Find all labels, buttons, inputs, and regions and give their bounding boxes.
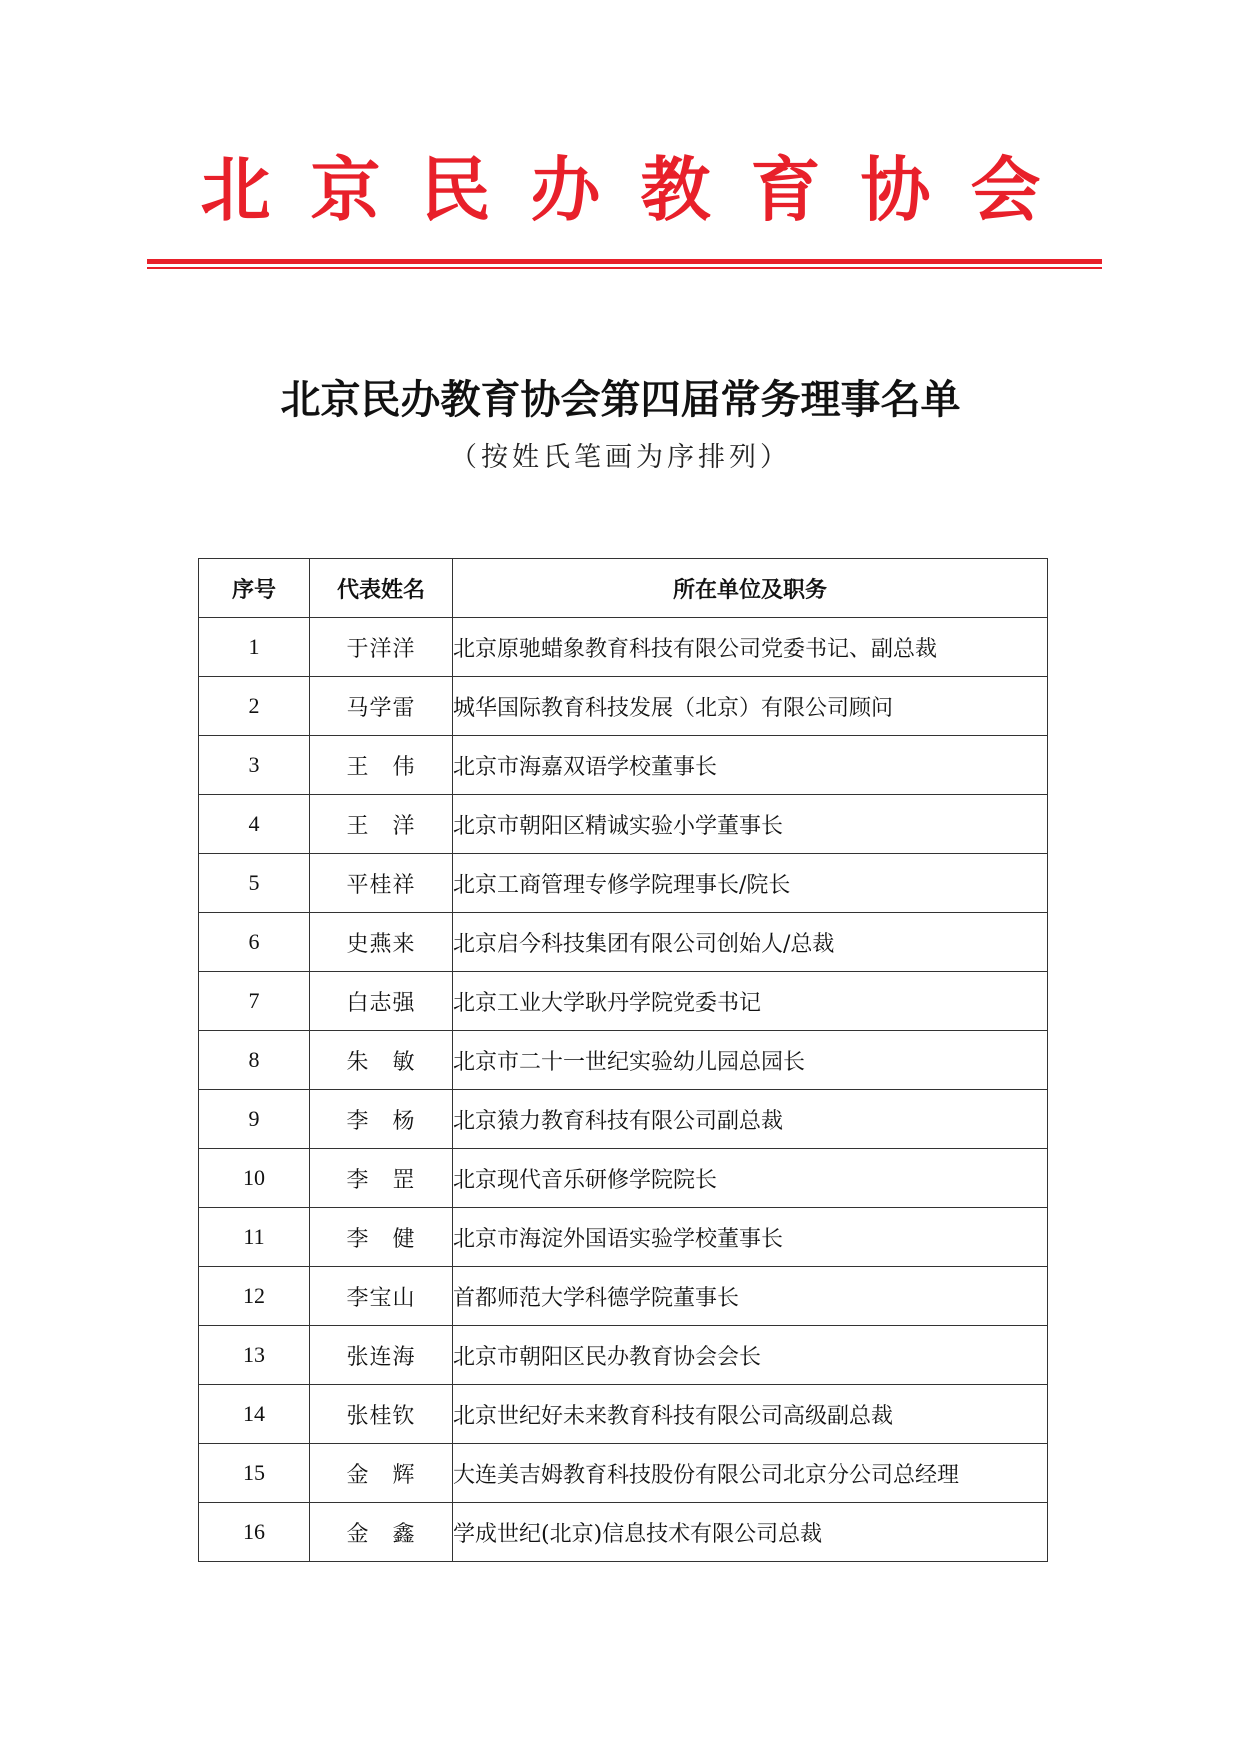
row-seq: 5 [199, 854, 310, 913]
row-org: 学成世纪(北京)信息技术有限公司总裁 [453, 1503, 1048, 1562]
row-org: 北京市二十一世纪实验幼儿园总园长 [453, 1031, 1048, 1090]
table-row [199, 1503, 1048, 1562]
row-seq: 10 [199, 1149, 310, 1208]
table-row [199, 1267, 1048, 1326]
row-org: 北京市海嘉双语学校董事长 [453, 736, 1048, 795]
row-seq: 3 [199, 736, 310, 795]
row-seq: 13 [199, 1326, 310, 1385]
row-org: 北京原驰蜡象教育科技有限公司党委书记、副总裁 [453, 618, 1048, 677]
letterhead-org-name: 北京民办教育协会 [200, 149, 1081, 231]
row-name: 金 辉 [310, 1444, 453, 1503]
document-title: 北京民办教育协会第四届常务理事名单 [280, 376, 961, 423]
row-name: 于洋洋 [310, 618, 453, 677]
row-name: 李宝山 [310, 1267, 453, 1326]
row-org: 首都师范大学科德学院董事长 [453, 1267, 1048, 1326]
header-seq: 序号 [199, 559, 310, 618]
row-name: 马学雷 [310, 677, 453, 736]
row-seq: 11 [199, 1208, 310, 1267]
row-name: 李 罡 [310, 1149, 453, 1208]
table-row [199, 854, 1048, 913]
table-row [199, 1208, 1048, 1267]
row-name: 李 杨 [310, 1090, 453, 1149]
row-org: 北京猿力教育科技有限公司副总裁 [453, 1090, 1048, 1149]
table-row [199, 1326, 1048, 1385]
table-row [199, 795, 1048, 854]
table-row [199, 1385, 1048, 1444]
row-org: 北京市朝阳区民办教育协会会长 [453, 1326, 1048, 1385]
row-org: 北京现代音乐研修学院院长 [453, 1149, 1048, 1208]
row-seq: 9 [199, 1090, 310, 1149]
table-row [199, 1149, 1048, 1208]
row-seq: 16 [199, 1503, 310, 1562]
row-name: 张连海 [310, 1326, 453, 1385]
row-seq: 14 [199, 1385, 310, 1444]
row-seq: 8 [199, 1031, 310, 1090]
row-name: 史燕来 [310, 913, 453, 972]
header-name: 代表姓名 [310, 559, 453, 618]
row-seq: 1 [199, 618, 310, 677]
letterhead-rule-thin [147, 267, 1102, 269]
row-name: 朱 敏 [310, 1031, 453, 1090]
table-row [199, 913, 1048, 972]
row-name: 白志强 [310, 972, 453, 1031]
table-row [199, 1444, 1048, 1503]
row-name: 李 健 [310, 1208, 453, 1267]
roster-table [198, 558, 1048, 1562]
table-row [199, 1031, 1048, 1090]
table-row [199, 972, 1048, 1031]
table-row [199, 1090, 1048, 1149]
table-row [199, 736, 1048, 795]
row-name: 平桂祥 [310, 854, 453, 913]
row-org: 大连美吉姆教育科技股份有限公司北京分公司总经理 [453, 1444, 1048, 1503]
row-name: 张桂钦 [310, 1385, 453, 1444]
row-name: 王 伟 [310, 736, 453, 795]
letterhead-rule-thick [147, 259, 1102, 264]
row-seq: 15 [199, 1444, 310, 1503]
table-header-row [199, 559, 1048, 618]
row-org: 北京工业大学耿丹学院党委书记 [453, 972, 1048, 1031]
row-seq: 12 [199, 1267, 310, 1326]
table-row [199, 677, 1048, 736]
row-org: 北京市海淀外国语实验学校董事长 [453, 1208, 1048, 1267]
header-org: 所在单位及职务 [453, 559, 1048, 618]
row-seq: 4 [199, 795, 310, 854]
row-org: 北京市朝阳区精诚实验小学董事长 [453, 795, 1048, 854]
table-row [199, 618, 1048, 677]
row-org: 北京世纪好未来教育科技有限公司高级副总裁 [453, 1385, 1048, 1444]
row-seq: 2 [199, 677, 310, 736]
document-subtitle: （按姓氏笔画为序排列） [450, 442, 791, 473]
row-org: 北京工商管理专修学院理事长/院长 [453, 854, 1048, 913]
row-seq: 7 [199, 972, 310, 1031]
row-name: 王 洋 [310, 795, 453, 854]
row-org: 北京启今科技集团有限公司创始人/总裁 [453, 913, 1048, 972]
row-seq: 6 [199, 913, 310, 972]
row-org: 城华国际教育科技发展（北京）有限公司顾问 [453, 677, 1048, 736]
row-name: 金 鑫 [310, 1503, 453, 1562]
